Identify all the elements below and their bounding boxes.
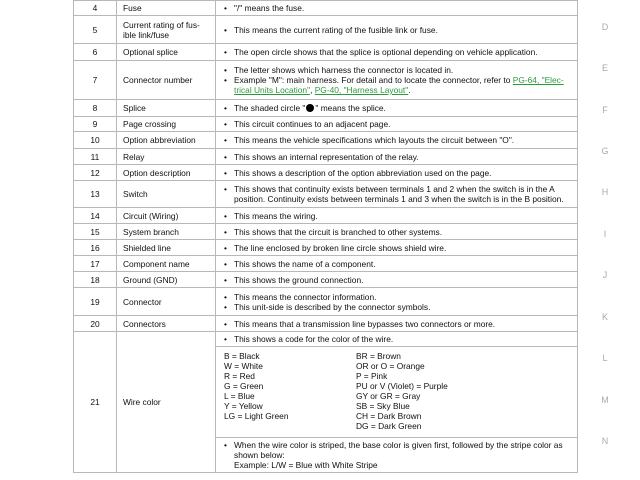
color-code: Y = Yellow xyxy=(224,401,263,411)
section-tab-l[interactable]: L xyxy=(602,353,608,363)
desc-bullet: • The line enclosed by broken line circle shows shield wire. xyxy=(224,243,573,253)
row-number: 12 xyxy=(74,165,117,181)
section-tab-m[interactable]: M xyxy=(601,395,609,405)
section-tab-e[interactable]: E xyxy=(601,63,608,73)
section-index-tabs xyxy=(597,0,613,480)
section-tab-f[interactable]: F xyxy=(602,105,608,115)
table-row xyxy=(74,100,578,117)
row-item: Switch xyxy=(117,181,216,208)
table-row xyxy=(74,16,578,44)
row-description xyxy=(216,16,578,44)
desc-bullet: • This unit-side is described by the connector symbols. xyxy=(224,302,573,312)
desc-bullet: • This shows an internal representation of the relay. xyxy=(224,152,573,162)
row-number: 15 xyxy=(74,224,117,240)
row-description xyxy=(216,132,578,149)
row-number: 4 xyxy=(74,1,117,16)
row-description xyxy=(216,316,578,332)
row-description xyxy=(216,117,578,132)
table-row xyxy=(74,44,578,61)
example-prefix: Example "M": main harness. For detail and to locate the connector, refer to xyxy=(234,75,513,85)
section-tab-i[interactable]: I xyxy=(603,229,607,239)
desc-bullet: • This shows that continuity exists between terminals 1 and 2 when the switch is in the A position. Continuity exists between terminals 1 and 3 when the switch is in the B position. xyxy=(224,184,573,204)
section-tab-g[interactable]: G xyxy=(601,146,609,156)
row-number: 8 xyxy=(74,100,117,117)
desc-bullet xyxy=(224,103,573,113)
desc-bullet: • This means the wiring. xyxy=(224,211,573,221)
row-number: 14 xyxy=(74,208,117,224)
link-separator: , xyxy=(310,85,315,95)
color-code: OR or O = Orange xyxy=(356,361,425,371)
row-number: 16 xyxy=(74,240,117,256)
row-description xyxy=(216,272,578,288)
row-item: Connectors xyxy=(117,316,216,332)
row-item: Page crossing xyxy=(117,117,216,132)
desc-bullet: • This shows a description of the option abbreviation used on the page. xyxy=(224,168,573,178)
row-item: System branch xyxy=(117,224,216,240)
section-tab-h[interactable]: H xyxy=(601,187,609,197)
stripe-example: Example: L/W = Blue with White Stripe xyxy=(234,460,378,470)
color-code: GY or GR = Gray xyxy=(356,391,421,401)
row-item: Relay xyxy=(117,149,216,165)
table-row xyxy=(74,1,578,16)
color-code: DG = Dark Green xyxy=(356,421,422,431)
desc-bullet: • The open circle shows that the splice is optional depending on vehicle application. xyxy=(224,47,573,57)
table-row xyxy=(74,272,578,288)
color-code: LG = Light Green xyxy=(224,411,289,421)
row-item: Fuse xyxy=(117,1,216,16)
row-item: Current rating of fus- ible link/fuse xyxy=(117,16,216,44)
wire-color-codes xyxy=(224,349,573,435)
desc-bullet: • The letter shows which harness the connector is located in. xyxy=(224,65,573,75)
desc-bullet-example xyxy=(224,75,573,95)
row-description xyxy=(216,181,578,208)
desc-bullet: • This means the connector information. xyxy=(224,292,573,302)
color-code: P = Pink xyxy=(356,371,388,381)
row-item: Wire color xyxy=(117,332,216,473)
color-code: R = Red xyxy=(224,371,255,381)
row-description xyxy=(216,240,578,256)
row-description xyxy=(216,256,578,272)
table-row xyxy=(74,240,578,256)
row-item: Connector number xyxy=(117,61,216,100)
row-number: 20 xyxy=(74,316,117,332)
row-description xyxy=(216,224,578,240)
table-row xyxy=(74,149,578,165)
row-number: 9 xyxy=(74,117,117,132)
table-row xyxy=(74,181,578,208)
desc-bullet: • This means the current rating of the fusible link or fuse. xyxy=(224,25,573,35)
table-row xyxy=(74,256,578,272)
desc-bullet: • This circuit continues to an adjacent page. xyxy=(224,119,573,129)
divider xyxy=(216,437,577,438)
row-item: Splice xyxy=(117,100,216,117)
color-code: BR = Brown xyxy=(356,351,401,361)
desc-bullet: • This means that a transmission line bypasses two connectors or more. xyxy=(224,319,573,329)
table-row xyxy=(74,117,578,132)
row-item: Option abbreviation xyxy=(117,132,216,149)
link-harness-layout[interactable]: PG-40, "Harness Layout" xyxy=(314,85,409,95)
row-item: Shielded line xyxy=(117,240,216,256)
desc-bullet: • This shows that the circuit is branched to other systems. xyxy=(224,227,573,237)
color-codes-left xyxy=(224,351,356,431)
desc-bullet: • This shows the name of a component. xyxy=(224,259,573,269)
desc-bullet: • "/" means the fuse. xyxy=(224,3,573,13)
row-number: 5 xyxy=(74,16,117,44)
section-tab-d[interactable]: D xyxy=(601,22,609,32)
table-row xyxy=(74,208,578,224)
color-code: L = Blue xyxy=(224,391,255,401)
table-row xyxy=(74,61,578,100)
color-code: G = Green xyxy=(224,381,264,391)
row-description xyxy=(216,208,578,224)
color-code: W = White xyxy=(224,361,263,371)
divider xyxy=(216,346,577,347)
splice-desc-after: " means the splice. xyxy=(315,103,386,113)
row-description xyxy=(216,149,578,165)
row-description xyxy=(216,44,578,61)
example-suffix: . xyxy=(408,85,411,95)
row-description xyxy=(216,100,578,117)
table-row xyxy=(74,316,578,332)
color-code: CH = Dark Brown xyxy=(356,411,422,421)
row-description xyxy=(216,332,578,473)
section-tab-n[interactable]: N xyxy=(601,436,609,446)
row-description xyxy=(216,288,578,316)
row-item: Connector xyxy=(117,288,216,316)
row-number: 19 xyxy=(74,288,117,316)
row-number: 10 xyxy=(74,132,117,149)
symbol-description-table xyxy=(73,0,578,473)
row-item: Ground (GND) xyxy=(117,272,216,288)
section-tab-k[interactable]: K xyxy=(601,312,608,322)
color-code: SB = Sky Blue xyxy=(356,401,410,411)
row-item: Optional splice xyxy=(117,44,216,61)
row-number: 18 xyxy=(74,272,117,288)
row-number: 6 xyxy=(74,44,117,61)
color-code: PU or V (Violet) = Purple xyxy=(356,381,448,391)
row-number: 21 xyxy=(74,332,117,473)
row-description xyxy=(216,165,578,181)
row-item: Circuit (Wiring) xyxy=(117,208,216,224)
desc-bullet: • When the wire color is striped, the base color is given first, followed by the stripe color as shown below: xyxy=(224,440,573,460)
color-code: B = Black xyxy=(224,351,260,361)
row-description xyxy=(216,1,578,16)
table-row-wire-color xyxy=(74,332,578,473)
table-row xyxy=(74,165,578,181)
row-number: 11 xyxy=(74,149,117,165)
table-row xyxy=(74,132,578,149)
row-number: 17 xyxy=(74,256,117,272)
color-codes-right xyxy=(356,351,556,431)
row-item: Component name xyxy=(117,256,216,272)
link-electrical-units-location[interactable]: PG-64, "Elec-trical Units Location" xyxy=(234,75,564,95)
desc-bullet: • This shows the ground connection. xyxy=(224,275,573,285)
row-number: 7 xyxy=(74,61,117,100)
desc-bullet: • This shows a code for the color of the wire. xyxy=(224,334,573,344)
splice-desc-before: The shaded circle " xyxy=(234,103,306,113)
desc-bullet: • This means the vehicle specifications which layouts the circuit between "O". xyxy=(224,135,573,145)
table-row xyxy=(74,224,578,240)
row-number: 13 xyxy=(74,181,117,208)
shaded-circle-icon xyxy=(306,104,314,112)
row-item: Option description xyxy=(117,165,216,181)
table-row xyxy=(74,288,578,316)
section-tab-j[interactable]: J xyxy=(602,270,608,280)
row-description xyxy=(216,61,578,100)
